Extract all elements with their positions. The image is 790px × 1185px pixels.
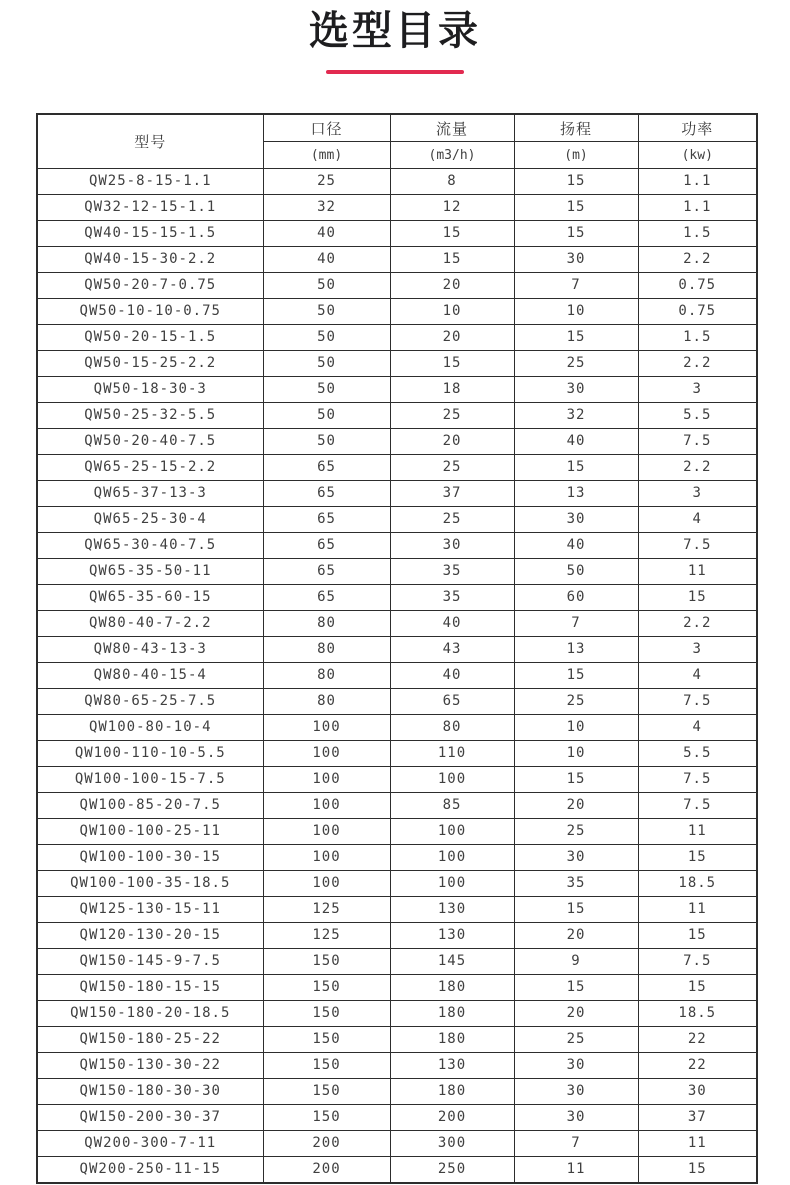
- value-cell: 100: [390, 819, 514, 845]
- value-cell: 25: [390, 403, 514, 429]
- header-head: 扬程: [514, 114, 638, 142]
- value-cell: 180: [390, 1027, 514, 1053]
- model-cell: QW100-100-30-15: [37, 845, 263, 871]
- value-cell: 7.5: [638, 793, 757, 819]
- value-cell: 0.75: [638, 299, 757, 325]
- value-cell: 2.2: [638, 455, 757, 481]
- value-cell: 18.5: [638, 871, 757, 897]
- table-row: [37, 585, 757, 611]
- value-cell: 20: [514, 1001, 638, 1027]
- table-row: [37, 351, 757, 377]
- value-cell: 7.5: [638, 949, 757, 975]
- value-cell: 10: [514, 715, 638, 741]
- value-cell: 130: [390, 1053, 514, 1079]
- table-body: [37, 169, 757, 1184]
- table-row: [37, 1105, 757, 1131]
- model-cell: QW100-100-25-11: [37, 819, 263, 845]
- value-cell: 15: [514, 455, 638, 481]
- model-cell: QW25-8-15-1.1: [37, 169, 263, 195]
- table-row: [37, 637, 757, 663]
- table-row: [37, 819, 757, 845]
- model-cell: QW125-130-15-11: [37, 897, 263, 923]
- value-cell: 100: [390, 845, 514, 871]
- value-cell: 20: [390, 273, 514, 299]
- model-cell: QW65-30-40-7.5: [37, 533, 263, 559]
- value-cell: 15: [514, 975, 638, 1001]
- value-cell: 150: [263, 1053, 390, 1079]
- value-cell: 15: [514, 169, 638, 195]
- table-row: [37, 455, 757, 481]
- model-cell: QW150-180-20-18.5: [37, 1001, 263, 1027]
- model-cell: QW120-130-20-15: [37, 923, 263, 949]
- value-cell: 200: [263, 1157, 390, 1184]
- table-row: [37, 611, 757, 637]
- value-cell: 180: [390, 1079, 514, 1105]
- value-cell: 50: [263, 429, 390, 455]
- value-cell: 30: [514, 247, 638, 273]
- model-cell: QW200-250-11-15: [37, 1157, 263, 1184]
- model-cell: QW65-37-13-3: [37, 481, 263, 507]
- model-cell: QW100-100-35-18.5: [37, 871, 263, 897]
- value-cell: 15: [638, 1157, 757, 1184]
- header-power: 功率: [638, 114, 757, 142]
- value-cell: 7: [514, 611, 638, 637]
- value-cell: 15: [514, 325, 638, 351]
- value-cell: 40: [390, 663, 514, 689]
- table-row: [37, 767, 757, 793]
- value-cell: 100: [390, 767, 514, 793]
- value-cell: 40: [263, 247, 390, 273]
- value-cell: 145: [390, 949, 514, 975]
- table-row: [37, 169, 757, 195]
- value-cell: 7: [514, 1131, 638, 1157]
- table-row: [37, 507, 757, 533]
- value-cell: 2.2: [638, 247, 757, 273]
- value-cell: 180: [390, 975, 514, 1001]
- value-cell: 150: [263, 1079, 390, 1105]
- value-cell: 11: [638, 819, 757, 845]
- value-cell: 150: [263, 1001, 390, 1027]
- value-cell: 50: [263, 351, 390, 377]
- value-cell: 7.5: [638, 533, 757, 559]
- value-cell: 3: [638, 637, 757, 663]
- model-cell: QW100-80-10-4: [37, 715, 263, 741]
- value-cell: 150: [263, 1105, 390, 1131]
- value-cell: 30: [514, 1105, 638, 1131]
- value-cell: 15: [638, 975, 757, 1001]
- value-cell: 30: [514, 377, 638, 403]
- value-cell: 35: [390, 585, 514, 611]
- value-cell: 10: [514, 299, 638, 325]
- value-cell: 40: [390, 611, 514, 637]
- table-row: [37, 871, 757, 897]
- value-cell: 180: [390, 1001, 514, 1027]
- value-cell: 80: [390, 715, 514, 741]
- page-title: 选型目录: [309, 8, 481, 54]
- header-diameter: 口径: [263, 114, 390, 142]
- model-cell: QW150-145-9-7.5: [37, 949, 263, 975]
- header-power-unit: (kw): [638, 142, 757, 169]
- value-cell: 7.5: [638, 767, 757, 793]
- table-row: [37, 403, 757, 429]
- value-cell: 15: [638, 923, 757, 949]
- model-cell: QW150-180-15-15: [37, 975, 263, 1001]
- value-cell: 32: [514, 403, 638, 429]
- table-row: [37, 949, 757, 975]
- value-cell: 50: [263, 299, 390, 325]
- value-cell: 80: [263, 637, 390, 663]
- value-cell: 200: [263, 1131, 390, 1157]
- value-cell: 25: [390, 455, 514, 481]
- value-cell: 25: [514, 351, 638, 377]
- value-cell: 60: [514, 585, 638, 611]
- model-cell: QW150-180-30-30: [37, 1079, 263, 1105]
- value-cell: 30: [514, 845, 638, 871]
- table-row: [37, 793, 757, 819]
- model-cell: QW80-65-25-7.5: [37, 689, 263, 715]
- model-cell: QW32-12-15-1.1: [37, 195, 263, 221]
- table-row: [37, 897, 757, 923]
- value-cell: 2.2: [638, 611, 757, 637]
- table-row: [37, 1027, 757, 1053]
- value-cell: 7: [514, 273, 638, 299]
- value-cell: 3: [638, 377, 757, 403]
- table-row: [37, 273, 757, 299]
- value-cell: 150: [263, 975, 390, 1001]
- table-row: [37, 429, 757, 455]
- value-cell: 100: [263, 793, 390, 819]
- value-cell: 50: [263, 377, 390, 403]
- header-label-row: [37, 114, 757, 142]
- table-row: [37, 325, 757, 351]
- value-cell: 125: [263, 923, 390, 949]
- model-cell: QW150-130-30-22: [37, 1053, 263, 1079]
- value-cell: 7.5: [638, 429, 757, 455]
- value-cell: 25: [514, 689, 638, 715]
- value-cell: 1.5: [638, 221, 757, 247]
- value-cell: 32: [263, 195, 390, 221]
- model-cell: QW40-15-30-2.2: [37, 247, 263, 273]
- value-cell: 11: [638, 1131, 757, 1157]
- value-cell: 40: [514, 533, 638, 559]
- value-cell: 4: [638, 663, 757, 689]
- value-cell: 30: [638, 1079, 757, 1105]
- model-cell: QW40-15-15-1.5: [37, 221, 263, 247]
- model-cell: QW200-300-7-11: [37, 1131, 263, 1157]
- model-cell: QW50-20-15-1.5: [37, 325, 263, 351]
- model-cell: QW50-20-7-0.75: [37, 273, 263, 299]
- value-cell: 11: [638, 559, 757, 585]
- value-cell: 1.1: [638, 195, 757, 221]
- model-cell: QW50-25-32-5.5: [37, 403, 263, 429]
- table-row: [37, 1053, 757, 1079]
- value-cell: 43: [390, 637, 514, 663]
- value-cell: 5.5: [638, 403, 757, 429]
- value-cell: 100: [263, 845, 390, 871]
- table-row: [37, 559, 757, 585]
- value-cell: 150: [263, 1027, 390, 1053]
- value-cell: 12: [390, 195, 514, 221]
- value-cell: 250: [390, 1157, 514, 1184]
- value-cell: 9: [514, 949, 638, 975]
- value-cell: 4: [638, 507, 757, 533]
- value-cell: 125: [263, 897, 390, 923]
- value-cell: 15: [638, 585, 757, 611]
- value-cell: 40: [514, 429, 638, 455]
- value-cell: 11: [638, 897, 757, 923]
- header-model: 型号: [37, 114, 263, 169]
- value-cell: 25: [514, 1027, 638, 1053]
- model-cell: QW100-85-20-7.5: [37, 793, 263, 819]
- header-head-unit: (m): [514, 142, 638, 169]
- table-row: [37, 845, 757, 871]
- value-cell: 20: [390, 429, 514, 455]
- value-cell: 130: [390, 897, 514, 923]
- table-row: [37, 377, 757, 403]
- value-cell: 15: [514, 897, 638, 923]
- value-cell: 80: [263, 611, 390, 637]
- value-cell: 35: [390, 559, 514, 585]
- value-cell: 20: [514, 793, 638, 819]
- value-cell: 10: [514, 741, 638, 767]
- value-cell: 100: [263, 741, 390, 767]
- model-cell: QW65-35-50-11: [37, 559, 263, 585]
- model-cell: QW80-43-13-3: [37, 637, 263, 663]
- value-cell: 18.5: [638, 1001, 757, 1027]
- value-cell: 15: [514, 663, 638, 689]
- value-cell: 10: [390, 299, 514, 325]
- title-underline: [326, 70, 464, 74]
- value-cell: 30: [514, 507, 638, 533]
- value-cell: 50: [263, 325, 390, 351]
- value-cell: 7.5: [638, 689, 757, 715]
- table-row: [37, 1001, 757, 1027]
- table-row: [37, 533, 757, 559]
- model-cell: QW100-100-15-7.5: [37, 767, 263, 793]
- value-cell: 20: [390, 325, 514, 351]
- table-row: [37, 715, 757, 741]
- value-cell: 15: [514, 195, 638, 221]
- model-cell: QW150-200-30-37: [37, 1105, 263, 1131]
- value-cell: 100: [263, 767, 390, 793]
- header-flow: 流量: [390, 114, 514, 142]
- value-cell: 50: [514, 559, 638, 585]
- value-cell: 15: [390, 247, 514, 273]
- value-cell: 37: [638, 1105, 757, 1131]
- value-cell: 1.5: [638, 325, 757, 351]
- model-cell: QW50-15-25-2.2: [37, 351, 263, 377]
- value-cell: 18: [390, 377, 514, 403]
- value-cell: 50: [263, 403, 390, 429]
- value-cell: 200: [390, 1105, 514, 1131]
- value-cell: 22: [638, 1053, 757, 1079]
- table-row: [37, 1079, 757, 1105]
- value-cell: 13: [514, 637, 638, 663]
- value-cell: 65: [263, 559, 390, 585]
- value-cell: 100: [263, 871, 390, 897]
- value-cell: 100: [263, 819, 390, 845]
- value-cell: 15: [390, 221, 514, 247]
- model-cell: QW50-18-30-3: [37, 377, 263, 403]
- value-cell: 85: [390, 793, 514, 819]
- value-cell: 2.2: [638, 351, 757, 377]
- table-row: [37, 923, 757, 949]
- value-cell: 25: [263, 169, 390, 195]
- value-cell: 100: [263, 715, 390, 741]
- value-cell: 40: [263, 221, 390, 247]
- table-row: [37, 663, 757, 689]
- value-cell: 15: [390, 351, 514, 377]
- model-cell: QW65-35-60-15: [37, 585, 263, 611]
- value-cell: 65: [263, 481, 390, 507]
- value-cell: 110: [390, 741, 514, 767]
- value-cell: 37: [390, 481, 514, 507]
- value-cell: 11: [514, 1157, 638, 1184]
- model-cell: QW100-110-10-5.5: [37, 741, 263, 767]
- value-cell: 25: [390, 507, 514, 533]
- table-row: [37, 481, 757, 507]
- model-cell: QW50-10-10-0.75: [37, 299, 263, 325]
- value-cell: 5.5: [638, 741, 757, 767]
- value-cell: 20: [514, 923, 638, 949]
- table-row: [37, 195, 757, 221]
- value-cell: 22: [638, 1027, 757, 1053]
- table-row: [37, 221, 757, 247]
- model-cell: QW80-40-7-2.2: [37, 611, 263, 637]
- value-cell: 15: [638, 845, 757, 871]
- header-flow-unit: (m3/h): [390, 142, 514, 169]
- value-cell: 80: [263, 689, 390, 715]
- table-row: [37, 247, 757, 273]
- value-cell: 8: [390, 169, 514, 195]
- value-cell: 150: [263, 949, 390, 975]
- value-cell: 80: [263, 663, 390, 689]
- table-row: [37, 689, 757, 715]
- value-cell: 130: [390, 923, 514, 949]
- value-cell: 65: [263, 507, 390, 533]
- value-cell: 15: [514, 767, 638, 793]
- model-cell: QW80-40-15-4: [37, 663, 263, 689]
- model-cell: QW50-20-40-7.5: [37, 429, 263, 455]
- value-cell: 30: [390, 533, 514, 559]
- table-row: [37, 1131, 757, 1157]
- value-cell: 65: [263, 533, 390, 559]
- value-cell: 25: [514, 819, 638, 845]
- value-cell: 13: [514, 481, 638, 507]
- value-cell: 65: [263, 585, 390, 611]
- value-cell: 35: [514, 871, 638, 897]
- model-cell: QW150-180-25-22: [37, 1027, 263, 1053]
- table-row: [37, 1157, 757, 1184]
- value-cell: 0.75: [638, 273, 757, 299]
- value-cell: 50: [263, 273, 390, 299]
- table-row: [37, 741, 757, 767]
- value-cell: 30: [514, 1079, 638, 1105]
- table-row: [37, 975, 757, 1001]
- model-cell: QW65-25-30-4: [37, 507, 263, 533]
- value-cell: 65: [390, 689, 514, 715]
- value-cell: 65: [263, 455, 390, 481]
- value-cell: 300: [390, 1131, 514, 1157]
- table-header: [37, 114, 757, 169]
- header-diameter-unit: (mm): [263, 142, 390, 169]
- value-cell: 15: [514, 221, 638, 247]
- model-cell: QW65-25-15-2.2: [37, 455, 263, 481]
- selection-table: [36, 113, 758, 1184]
- value-cell: 100: [390, 871, 514, 897]
- value-cell: 3: [638, 481, 757, 507]
- table-row: [37, 299, 757, 325]
- value-cell: 1.1: [638, 169, 757, 195]
- value-cell: 30: [514, 1053, 638, 1079]
- value-cell: 4: [638, 715, 757, 741]
